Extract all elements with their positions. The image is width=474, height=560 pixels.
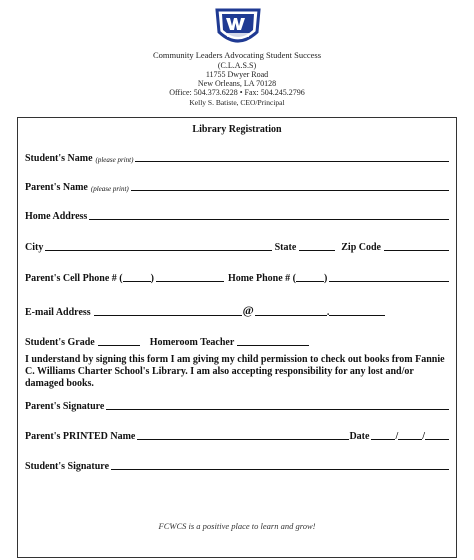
parent-printed-field[interactable] [137,439,349,440]
city-field[interactable] [45,250,271,251]
date-day-field[interactable] [398,439,422,440]
email-row [25,303,449,318]
email-domain-field[interactable] [255,315,327,316]
footer-slogan: FCWCS is a positive place to learn and grow! [158,521,316,531]
email-label: E-mail Address [25,307,91,318]
dot-separator: . [326,307,330,318]
date-slash-1: / [395,431,399,442]
parent-signature-row [25,400,449,412]
at-sign: @ [242,303,254,317]
state-field[interactable] [299,250,335,251]
state-label: State [274,242,297,253]
home-address-row [25,210,449,222]
student-name-field[interactable] [135,161,449,162]
home-number-field[interactable] [329,281,449,282]
homeroom-label: Homeroom Teacher [149,337,235,348]
parent-printed-row [25,430,449,442]
parent-name-label: Parent's Name [25,182,88,193]
student-signature-row [25,460,449,472]
consent-statement: I understand by signing this form I am giving my child permission to check out books from Fannie C. Williams Charter School's Library. I am also accepting responsibility for any lost and/or damaged books. [25,354,445,389]
form-title: Library Registration [192,124,282,135]
student-signature-label: Student's Signature [25,461,110,472]
cell-phone-label: Parent's Cell Phone # ( [25,273,123,284]
phone-row [25,272,449,284]
grade-field[interactable] [98,345,140,346]
ceo-name: Kelly S. Batiste, CEO/Principal [189,98,285,107]
student-name-row [25,152,449,164]
date-label: Date [349,431,370,442]
org-acronym: (C.L.A.S.S) [217,61,257,70]
student-signature-field[interactable] [111,469,449,470]
school-crest-logo [213,6,263,50]
grade-label: Student's Grade [25,337,95,348]
email-user-field[interactable] [94,315,242,316]
cell-number-field[interactable] [156,281,224,282]
home-phone-label: Home Phone # ( [227,273,296,284]
phone-fax: Office: 504.373.6228 • Fax: 504.245.2796 [169,88,305,97]
date-slash-2: / [422,431,425,442]
grade-row [25,336,449,348]
parent-signature-field[interactable] [106,409,449,410]
parent-name-field[interactable] [131,190,449,191]
student-name-label: Student's Name [25,153,93,164]
city-address: New Orleans, LA 70128 [197,79,277,88]
please-print-hint: (please print) [90,185,129,193]
home-address-label: Home Address [25,211,88,222]
org-name: Community Leaders Advocating Student Success [152,50,322,60]
cell-paren-close: ) [150,273,154,284]
cell-area-code-field[interactable] [123,281,151,282]
please-print-hint: (please print) [95,156,134,164]
zip-label: Zip Code [341,242,381,253]
home-paren-close: ) [323,273,328,284]
city-label: City [25,242,44,253]
zip-field[interactable] [384,250,449,251]
parent-name-row [25,181,449,193]
parent-printed-label: Parent's PRINTED Name [25,431,136,442]
home-area-code-field[interactable] [296,281,324,282]
email-tld-field[interactable] [329,315,385,316]
homeroom-field[interactable] [237,345,309,346]
home-address-field[interactable] [89,219,449,220]
date-year-field[interactable] [425,439,449,440]
parent-signature-label: Parent's Signature [25,401,105,412]
street-address: 11755 Dwyer Road [205,70,269,79]
city-state-zip-row [25,241,449,253]
date-month-field[interactable] [371,439,395,440]
